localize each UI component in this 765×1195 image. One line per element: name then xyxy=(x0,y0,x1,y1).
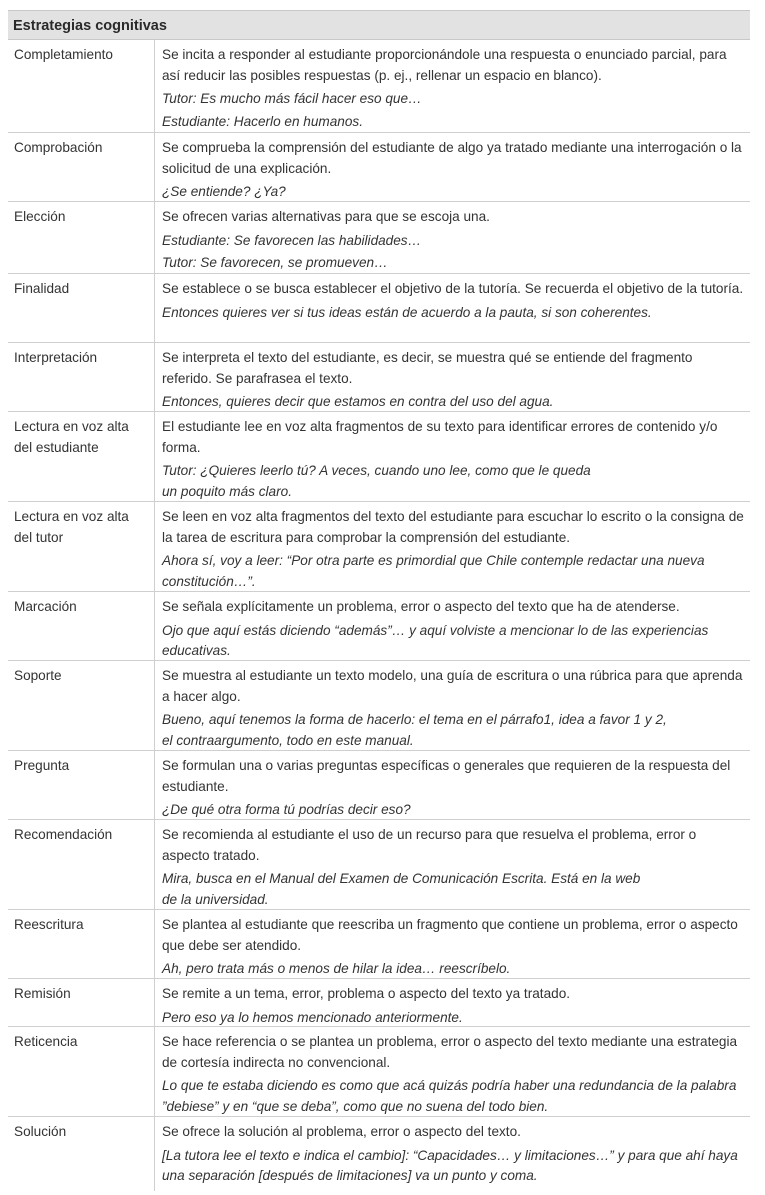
strategy-example-text: Tutor: Se favorecen, se promueven… xyxy=(162,255,388,270)
table-row xyxy=(8,1027,750,1117)
strategy-term xyxy=(8,820,155,909)
strategy-example xyxy=(162,89,746,110)
strategy-example-text: ¿Se entiende? ¿Ya? xyxy=(162,184,286,199)
strategy-description: Se formulan una o varias preguntas específicas o generales que requieren de la respuesta del estudiante. xyxy=(162,758,731,794)
strategy-term xyxy=(8,979,155,1026)
strategy-example xyxy=(162,869,746,910)
strategy-example-text: Pero eso ya lo hemos mencionado anteriormente. xyxy=(162,1009,463,1025)
strategy-example-text: Mira, busca en el Manual del Examen de Comunicación Escrita. Está en la web de la universidad. xyxy=(162,871,641,907)
strategy-term-label: Lectura en voz alta del estudiante xyxy=(14,419,129,455)
strategy-content xyxy=(155,751,750,819)
strategy-term xyxy=(8,502,155,591)
strategy-example-text: ¿De qué otra forma tú podrías decir eso? xyxy=(162,802,411,817)
strategy-example xyxy=(162,1076,746,1117)
table-row xyxy=(8,1117,750,1191)
strategies-table xyxy=(8,10,750,1191)
strategy-example xyxy=(162,112,746,133)
strategy-content xyxy=(155,343,750,411)
strategy-term-label: Interpretación xyxy=(14,350,98,365)
strategy-content xyxy=(155,910,750,978)
strategy-example xyxy=(162,1008,746,1029)
strategy-example xyxy=(162,303,746,324)
strategy-term-label: Elección xyxy=(14,209,66,224)
table-row xyxy=(8,910,750,979)
strategy-term xyxy=(8,40,155,132)
table-row xyxy=(8,592,750,661)
strategy-description: El estudiante lee en voz alta fragmentos de su texto para identificar errores de contenido y/o forma. xyxy=(162,419,718,455)
strategy-example xyxy=(162,621,746,662)
strategy-description: Se señala explícitamente un problema, error o aspecto del texto que ha de atenderse. xyxy=(162,599,680,614)
strategy-example-text: Ojo que aquí estás diciendo “además”… y aquí volviste a mencionar lo de las experiencias educativas. xyxy=(162,622,709,658)
strategy-description: Se ofrecen varias alternativas para que se escoja una. xyxy=(162,209,490,224)
table-row xyxy=(8,412,750,502)
strategy-example-text: Lo que te estaba diciendo es como que acá quizás podría haber una redundancia de la palabra ”debiese” y en “que se deba”, como que no suena del todo bien. xyxy=(162,1078,737,1114)
strategy-term-label: Reticencia xyxy=(14,1034,78,1049)
strategy-term-label: Soporte xyxy=(14,668,62,683)
strategy-example-text: Ahora sí, voy a leer: “Por otra parte es primordial que Chile contemple redactar una nueva constitución…”. xyxy=(162,553,705,589)
strategy-content xyxy=(155,40,750,132)
strategy-term xyxy=(8,1027,155,1116)
strategy-content xyxy=(155,202,750,273)
strategy-term xyxy=(8,661,155,750)
strategy-content xyxy=(155,592,750,660)
strategy-content xyxy=(155,1117,750,1191)
strategy-term-label: Finalidad xyxy=(14,281,70,296)
table-row xyxy=(8,343,750,412)
strategy-content xyxy=(155,661,750,750)
strategy-example xyxy=(162,1146,746,1187)
strategy-description: Se muestra al estudiante un texto modelo, una guía de escritura o una rúbrica para que aprenda a hacer algo. xyxy=(162,668,743,704)
strategy-term xyxy=(8,1117,155,1191)
strategy-term xyxy=(8,274,155,342)
strategy-example-text: Entonces, quieres decir que estamos en contra del uso del agua. xyxy=(162,394,554,409)
strategy-example-text: Ah, pero trata más o menos de hilar la idea… reescríbelo. xyxy=(162,961,511,976)
strategy-term-label: Comprobación xyxy=(14,140,103,155)
strategy-example xyxy=(162,461,746,502)
strategy-content xyxy=(155,502,750,591)
strategy-term xyxy=(8,133,155,201)
strategy-example-text: Tutor: Es mucho más fácil hacer eso que… xyxy=(162,91,422,106)
strategy-term-label: Reescritura xyxy=(14,917,84,932)
strategy-example-text: [La tutora lee el texto e indica el cambio]: “Capacidades… y limitaciones…” y para que ahí haya una separación [después de limitaciones] va un punto y coma. xyxy=(162,1147,738,1183)
strategy-example-text: Bueno, aquí tenemos la forma de hacerlo: el tema en el párrafo1, idea a favor 1 y 2, el contraargumento, todo en este manual. xyxy=(162,712,667,748)
table-row xyxy=(8,979,750,1027)
strategy-description: Se incita a responder al estudiante proporcionándole una respuesta o enunciado parcial, para así reducir las posibles respuestas (p. ej., rellenar un espacio en blanco). xyxy=(162,47,727,83)
strategy-content xyxy=(155,274,750,342)
strategy-description: Se ofrece la solución al problema, error o aspecto del texto. xyxy=(162,1124,521,1139)
strategy-term-label: Recomendación xyxy=(14,827,113,842)
strategy-example xyxy=(162,182,746,203)
strategy-description: Se comprueba la comprensión del estudiante de algo ya tratado mediante una interrogación o la solicitud de una explicación. xyxy=(162,140,742,176)
strategy-content xyxy=(155,979,750,1026)
strategy-term-label: Pregunta xyxy=(14,758,70,773)
strategy-term-label: Lectura en voz alta del tutor xyxy=(14,509,129,545)
strategy-description: Se hace referencia o se plantea un problema, error o aspecto del texto mediante una estrategia de cortesía indirecta no convencional. xyxy=(162,1034,738,1070)
strategy-content xyxy=(155,412,750,501)
strategy-content xyxy=(155,1027,750,1116)
strategy-example xyxy=(162,392,746,413)
table-row xyxy=(8,133,750,202)
strategy-description: Se leen en voz alta fragmentos del texto del estudiante para escuchar lo escrito o la consigna de la tarea de escritura para comprobar la comprensión del estudiante. xyxy=(162,509,744,545)
strategy-example-text: Estudiante: Se favorecen las habilidades… xyxy=(162,232,422,248)
strategy-description: Se remite a un tema, error, problema o aspecto del texto ya tratado. xyxy=(162,986,571,1001)
strategy-term-label: Marcación xyxy=(14,599,77,614)
strategy-term xyxy=(8,592,155,660)
strategy-description: Se interpreta el texto del estudiante, es decir, se muestra qué se entiende del fragmento referido. Se parafrasea el texto. xyxy=(162,350,693,386)
strategy-term-label: Remisión xyxy=(14,986,71,1001)
strategy-term xyxy=(8,412,155,501)
strategy-term xyxy=(8,343,155,411)
table-row xyxy=(8,661,750,751)
strategy-description: Se establece o se busca establecer el objetivo de la tutoría. Se recuerda el objetivo de la tutoría. xyxy=(162,281,744,296)
table-row xyxy=(8,502,750,592)
table-row xyxy=(8,274,750,343)
table-body xyxy=(8,40,750,1191)
strategy-term-label: Solución xyxy=(14,1124,67,1139)
strategy-example-text: Tutor: ¿Quieres leerlo tú? A veces, cuando uno lee, como que le queda un poquito más claro. xyxy=(162,463,591,499)
strategy-term-label: Completamiento xyxy=(14,47,113,62)
strategy-term xyxy=(8,751,155,819)
strategy-example xyxy=(162,959,746,980)
strategy-example-text: Entonces quieres ver si tus ideas están de acuerdo a la pauta, si son coherentes. xyxy=(162,304,652,320)
strategy-term xyxy=(8,202,155,273)
strategy-description: Se plantea al estudiante que reescriba un fragmento que contiene un problema, error o aspecto que debe ser atendido. xyxy=(162,917,738,953)
strategy-example xyxy=(162,710,746,751)
table-row xyxy=(8,202,750,274)
table-header: Estrategias cognitivas xyxy=(8,10,750,40)
strategy-term xyxy=(8,910,155,978)
table-row xyxy=(8,751,750,820)
strategy-example xyxy=(162,551,746,592)
strategy-example-text: Estudiante: Hacerlo en humanos. xyxy=(162,113,364,129)
strategy-example xyxy=(162,800,746,821)
strategy-content xyxy=(155,133,750,201)
strategy-description: Se recomienda al estudiante el uso de un recurso para que resuelva el problema, error o aspecto tratado. xyxy=(162,827,697,863)
strategy-example xyxy=(162,231,746,252)
table-row xyxy=(8,40,750,133)
strategy-content xyxy=(155,820,750,909)
strategy-example xyxy=(162,253,746,274)
table-row xyxy=(8,820,750,910)
